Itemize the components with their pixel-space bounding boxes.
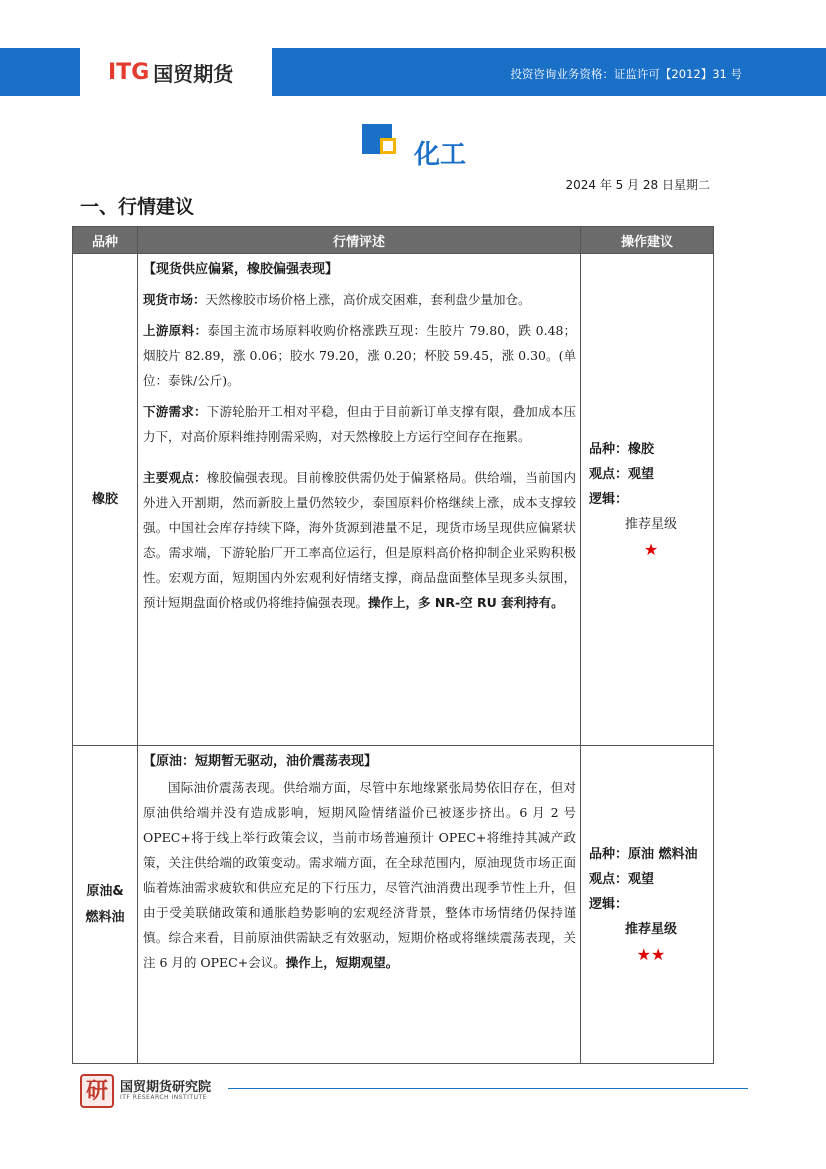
page-heading: 一、行情建议 bbox=[80, 196, 195, 218]
section-title: 化工 bbox=[414, 140, 467, 170]
operation-cell bbox=[581, 254, 714, 746]
table-row-oil bbox=[73, 746, 714, 1064]
company-logo bbox=[80, 48, 272, 96]
downstream-text: 下游轮胎开工相对平稳，但由于目前新订单支撑有限，叠加成本压力下，对高价原料维持刚需采购，对天然橡胶上方运行空间存在拖累。 bbox=[143, 404, 576, 444]
variety-cell bbox=[73, 254, 138, 746]
view-paragraph bbox=[143, 465, 576, 615]
spot-paragraph bbox=[143, 287, 576, 312]
page-footer bbox=[80, 1074, 750, 1114]
downstream-label: 下游需求： bbox=[143, 404, 207, 419]
section-title-block bbox=[360, 124, 500, 170]
institute-name: 国贸期货研究院 bbox=[120, 1080, 212, 1095]
commentary-cell bbox=[138, 746, 581, 1064]
operation-variety: 品种：原油 燃料油 bbox=[589, 846, 698, 862]
star-rating-icon: ★ bbox=[643, 539, 659, 559]
operation-cell bbox=[581, 746, 714, 1064]
header-band-right bbox=[272, 48, 826, 96]
spot-label: 现货市场： bbox=[143, 292, 206, 307]
view-text: 橡胶偏强表现。目前橡胶供需仍处于偏紧格局。供给端，当前国内外进入开割期，然而新胶上量仍然较少，泰国原料价格继续上涨，成本支撑较强。中国社会库存持续下降，海外货源到港量不足，现货市场呈现供应偏紧状态。需求端，下游轮胎厂开工率高位运行，但是原料高价格抑制企业采购积极性。宏观方面，短期国内外宏观利好情绪支撑，商品盘面整体呈现多头氛围，预计短期盘面价格或仍将维持偏强表现。 bbox=[143, 470, 576, 610]
logo-cn: 国贸期货 bbox=[153, 61, 234, 86]
upstream-label: 上游原料： bbox=[143, 323, 208, 338]
variety-name: 橡胶 bbox=[91, 491, 118, 507]
variety-cell bbox=[73, 746, 138, 1064]
commentary-title: 【原油：短期暂无驱动，油价震荡表现】 bbox=[143, 754, 378, 769]
operation-view: 观点：观望 bbox=[589, 871, 655, 887]
rating-label: 推荐星级 bbox=[624, 921, 677, 937]
star-rating-icon: ★★ bbox=[636, 944, 666, 964]
downstream-paragraph bbox=[143, 399, 576, 449]
research-seal-icon: 研 bbox=[80, 1074, 114, 1108]
operation-view: 观点：观望 bbox=[589, 466, 655, 482]
section-square-outline-icon bbox=[380, 138, 396, 154]
col-header-operation: 操作建议 bbox=[581, 227, 714, 254]
operation-variety: 品种：橡胶 bbox=[589, 441, 655, 457]
col-header-commentary: 行情评述 bbox=[138, 227, 581, 254]
commentary-title: 【现货供应偏紧，橡胶偏强表现】 bbox=[143, 262, 339, 277]
variety-name-line2: 燃料油 bbox=[85, 909, 125, 925]
operation-logic: 逻辑： bbox=[589, 896, 629, 912]
report-date: 2024 年 5 月 28 日星期二 bbox=[565, 178, 710, 192]
rating-label: 推荐星级 bbox=[624, 516, 677, 532]
spot-text: 天然橡胶市场价格上涨，高价成交困难，套利盘少量加仓。 bbox=[205, 292, 531, 307]
table-row-rubber bbox=[73, 254, 714, 746]
view-label: 主要观点： bbox=[143, 470, 207, 485]
operation-logic: 逻辑： bbox=[589, 491, 629, 507]
variety-name-line1: 原油& bbox=[86, 883, 124, 899]
table-header-row bbox=[73, 227, 714, 254]
logo-en: ITG bbox=[108, 59, 150, 85]
oil-paragraph bbox=[143, 775, 576, 975]
market-advice-table bbox=[72, 226, 714, 1064]
institute-subtitle: ITF RESEARCH INSTITUTE bbox=[120, 1094, 207, 1101]
header-band-left bbox=[0, 48, 80, 96]
oil-operation: 操作上，短期观望。 bbox=[285, 955, 399, 970]
page-header bbox=[0, 48, 826, 96]
view-operation: 操作上，多 NR-空 RU 套利持有。 bbox=[368, 595, 564, 610]
oil-text: 国际油价震荡表现。供给端方面，尽管中东地缘紧张局势依旧存在，但对原油供给端并没有造成影响，短期风险情绪溢价已被逐步挤出。6 月 2 号 OPEC+将于线上举行政策会议，当前市场普遍预计 OPEC+将维持其减产政策，关注供给端的政策变动。需求端方面，在全球范围内，原油现货市场正面临着炼油需求疲软和供应充足的下行压力，尽管汽油消费出现季节性上升，但由于受美联储政策和通胀趋势影响的宏观经济背景，整体市场情绪仍保持谨慎。综合来看，目前原油供需缺乏有效驱动，短期价格或将继续震荡表现，关注 6 月的 OPEC+会议。 bbox=[143, 780, 576, 970]
col-header-variety: 品种 bbox=[73, 227, 138, 254]
license-text: 投资咨询业务资格：证监许可【2012】31 号 bbox=[510, 67, 742, 81]
commentary-cell bbox=[138, 254, 581, 746]
footer-divider bbox=[228, 1088, 748, 1089]
upstream-text: 泰国主流市场原料收购价格涨跌互现：生胶片 79.80，跌 0.48；烟胶片 82.89，涨 0.06；胶水 79.20，涨 0.20；杯胶 59.45，涨 0.30。(单位：泰铢/公斤)。 bbox=[143, 323, 576, 388]
upstream-paragraph bbox=[143, 318, 576, 393]
